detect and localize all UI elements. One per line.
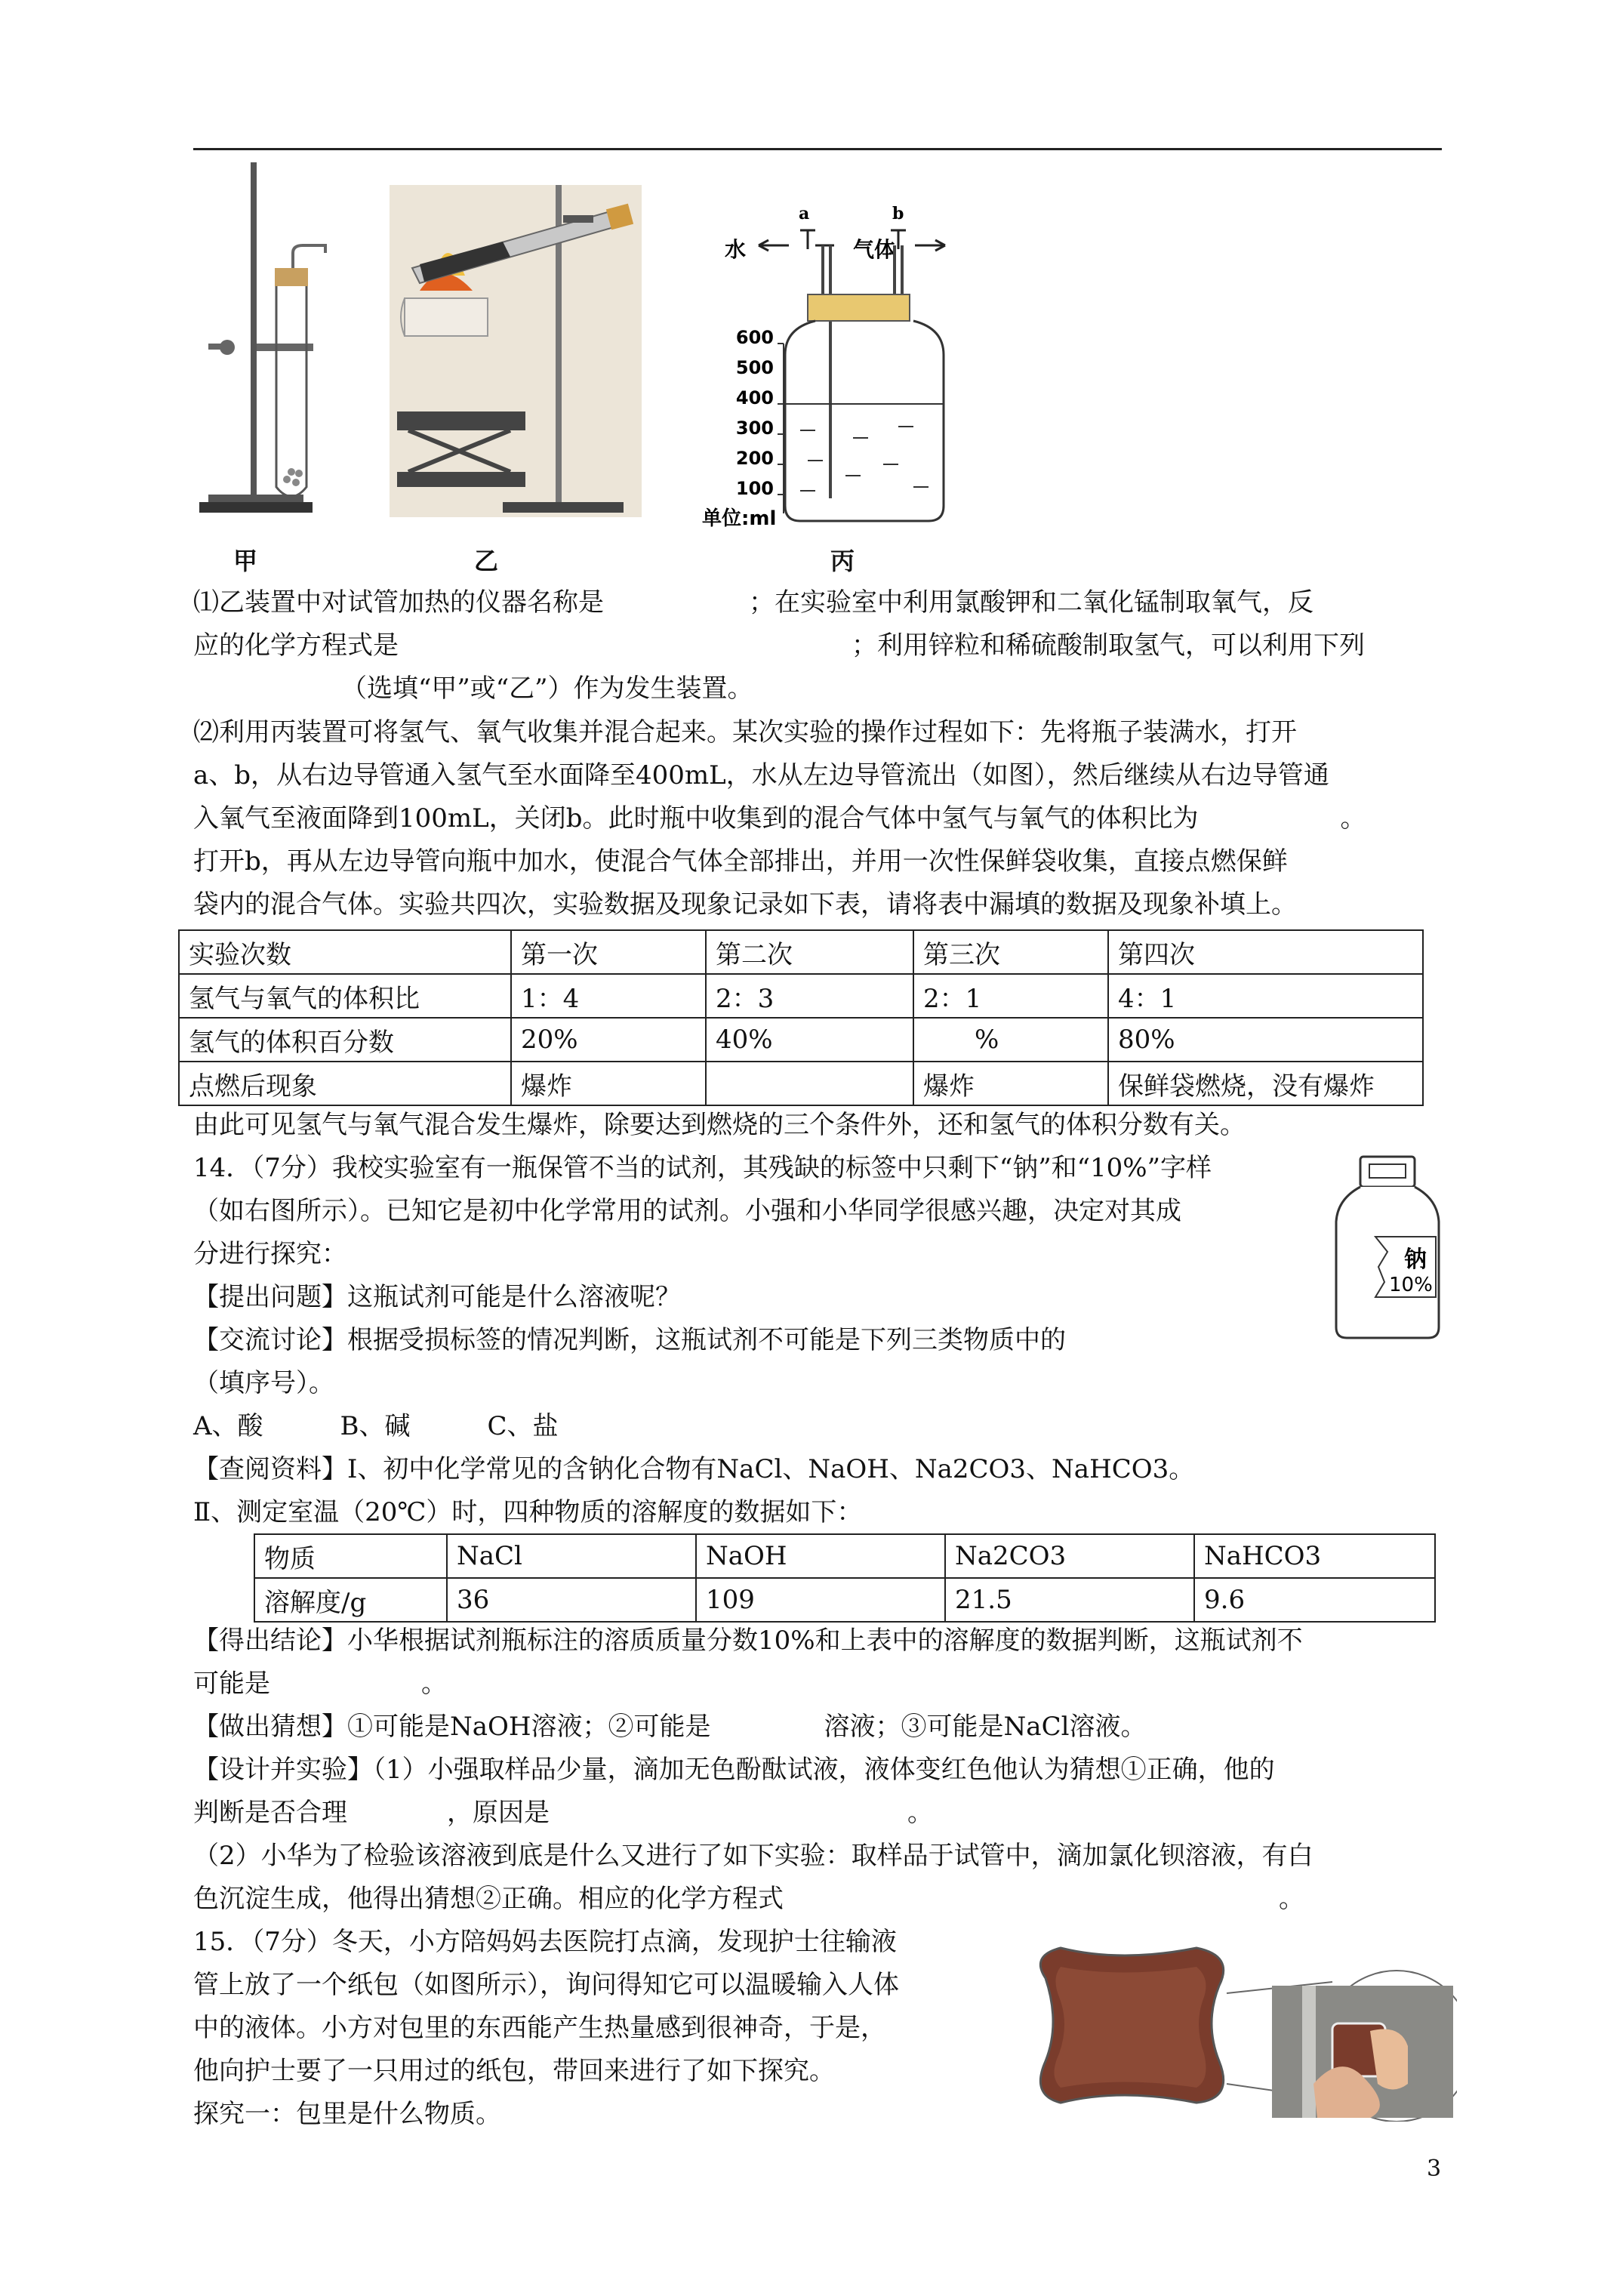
q14-text: 色沉淀生成，他得出猜想②正确。相应的化学方程式 <box>193 1884 784 1914</box>
q14-experiment-line2 <box>193 1798 933 1828</box>
q14-line8: 【查阅资料】Ⅰ、初中化学常见的含钠化合物有NaCl、NaOH、Na2CO3、NaHCO3。 <box>193 1454 1195 1484</box>
table-cell <box>706 1062 913 1105</box>
q13-p1-line2 <box>193 630 1365 661</box>
table-cell: 40% <box>706 1018 913 1062</box>
q14-text: 可能是 <box>193 1669 270 1699</box>
table-cell: 109 <box>696 1578 945 1622</box>
table-cell: 点燃后现象 <box>179 1062 511 1105</box>
q14-conclusion-line1: 【得出结论】小华根据试剂瓶标注的溶质质量分数10%和上表中的溶解度的数据判断，这瓶试剂不 <box>193 1626 1303 1656</box>
figure-yi-apparatus <box>390 185 642 517</box>
q15-line1: 15．（7分）冬天，小方陪妈妈去医院打点滴，发现护士往输液 <box>193 1927 897 1957</box>
bottle-label-percent: 10% <box>1389 1274 1433 1296</box>
q14-line5: 【交流讨论】根据受损标签的情况判断，这瓶试剂不可能是下列三类物质中的 <box>193 1325 1066 1355</box>
q13-conclusion: 由此可见氢气与氧气混合发生爆炸，除要达到燃烧的三个条件外，还和氢气的体积分数有关。 <box>193 1110 1246 1140</box>
q14-text: 溶液；③可能是NaCl溶液。 <box>824 1712 1147 1742</box>
table-cell: 第二次 <box>706 930 913 974</box>
q15-line4: 他向护士要了一只用过的纸包，带回来进行了如下探究。 <box>193 2056 835 2086</box>
q13-results-table <box>178 929 1424 1106</box>
q15-line2: 管上放了一个纸包（如图所示），询问得知它可以温暖输入人体 <box>193 1970 899 2000</box>
table-cell: 保鲜袋燃烧，没有爆炸 <box>1108 1062 1423 1105</box>
table-row <box>179 974 1423 1018</box>
table-cell: 爆炸 <box>511 1062 706 1105</box>
q14-line1: 14．（7分）我校实验室有一瓶保管不当的试剂，其残缺的标签中只剩下“钠”和“10%”字样 <box>193 1153 1212 1183</box>
table-cell: 物质 <box>254 1534 447 1578</box>
table-row <box>179 930 1423 974</box>
q14-line6 <box>193 1368 334 1398</box>
q13-p1-line1 <box>193 587 1313 618</box>
scale-600: 600 <box>735 327 774 348</box>
reagent-bottle-figure <box>1330 1154 1445 1342</box>
header-rule <box>193 148 1442 150</box>
q13-p2-line3 <box>193 803 1366 834</box>
right-label: 气体 <box>853 237 896 262</box>
table-cell: 4：1 <box>1108 974 1423 1018</box>
table-cell: 氢气与氧气的体积比 <box>179 974 511 1018</box>
q13-p2-text-period: 。 <box>1340 803 1366 834</box>
table-cell: 9.6 <box>1194 1578 1435 1622</box>
figure-yi-caption: 乙 <box>474 547 499 575</box>
unit-label: 单位:ml <box>702 507 777 530</box>
figure-bing-apparatus <box>702 204 1027 536</box>
q14-conclusion-line2 <box>193 1669 447 1699</box>
bottle-label-text: 钠 <box>1404 1247 1427 1273</box>
q13-p1-line3 <box>193 673 753 704</box>
left-label: 水 <box>725 237 747 262</box>
table-cell: 溶解度/g <box>254 1578 447 1622</box>
q13-p1-text-b: ；在实验室中利用氯酸钾和二氧化锰制取氧气，反 <box>749 587 1313 618</box>
q13-p1-text-d: ；利用锌粒和稀硫酸制取氢气，可以利用下列 <box>852 630 1365 661</box>
q14-text: 【做出猜想】①可能是NaOH溶液；②可能是 <box>193 1712 711 1742</box>
q14-experiment-line1: 【设计并实验】（1）小强取样品少量，滴加无色酚酞试液，液体变红色他认为猜想①正确，他的 <box>193 1755 1275 1785</box>
q14-text: 。 <box>1279 1884 1304 1914</box>
table-cell: NaCl <box>447 1534 696 1578</box>
q14-text: ，原因是 <box>447 1798 550 1828</box>
table-cell: 2：3 <box>706 974 913 1018</box>
valve-b-label: b <box>892 204 904 223</box>
q14-hypothesis <box>193 1712 1146 1742</box>
q14-solubility-table <box>254 1533 1436 1623</box>
table-cell: 2：1 <box>913 974 1108 1018</box>
q14-line7: A、酸 B、碱 C、盐 <box>193 1411 559 1441</box>
table-cell: 80% <box>1108 1018 1423 1062</box>
table-cell: 第四次 <box>1108 930 1423 974</box>
table-cell: % <box>913 1018 1108 1062</box>
table-row <box>179 1062 1423 1105</box>
table-cell: 第三次 <box>913 930 1108 974</box>
heat-pack-photo <box>1015 1933 1457 2122</box>
table-cell: 实验次数 <box>179 930 511 974</box>
table-cell: NaOH <box>696 1534 945 1578</box>
table-cell: 36 <box>447 1578 696 1622</box>
q14-text: 。 <box>421 1669 447 1699</box>
table-row <box>179 1018 1423 1062</box>
table-cell: 20% <box>511 1018 706 1062</box>
q14-line2: （如右图所示）。已知它是初中化学常用的试剂。小强和小华同学很感兴趣，决定对其成 <box>193 1196 1181 1226</box>
table-row <box>254 1578 1435 1622</box>
page-number: 3 <box>1427 2156 1442 2182</box>
table-cell: 1：4 <box>511 974 706 1018</box>
q13-p2-line5: 袋内的混合气体。实验共四次，实验数据及现象记录如下表，请将表中漏填的数据及现象补填上。 <box>193 889 1297 920</box>
q13-p2-line1: ⑵利用丙装置可将氢气、氧气收集并混合起来。某次实验的操作过程如下：先将瓶子装满水，打开 <box>193 717 1297 747</box>
q14-experiment-line4 <box>193 1884 1304 1914</box>
q14-text: 。 <box>907 1798 933 1828</box>
scale-100: 100 <box>735 478 774 499</box>
table-cell: NaHCO3 <box>1194 1534 1435 1578</box>
scale-500: 500 <box>735 357 774 378</box>
q14-line3: 分进行探究： <box>193 1239 347 1269</box>
q14-line9: Ⅱ、测定室温（20℃）时，四种物质的溶解度的数据如下： <box>193 1497 863 1527</box>
q13-p2-text-ratio: 入氧气至液面降到100mL，关闭b。此时瓶中收集到的混合气体中氢气与氧气的体积比为 <box>193 803 1199 834</box>
scale-200: 200 <box>735 448 774 469</box>
figure-bing-caption: 丙 <box>830 547 855 575</box>
q13-p1-text-a: ⑴乙装置中对试管加热的仪器名称是 <box>193 587 604 618</box>
figure-jia-caption: 甲 <box>233 547 258 575</box>
q15-line3: 中的液体。小方对包里的东西能产生热量感到很神奇，于是， <box>193 2013 886 2043</box>
q14-line6-text: （填序号）。 <box>193 1368 334 1398</box>
q13-p2-line4: 打开b，再从左边导管向瓶中加水，使混合气体全部排出，并用一次性保鲜袋收集，直接点燃保鲜 <box>193 846 1288 877</box>
q14-experiment-line3: （2）小华为了检验该溶液到底是什么又进行了如下实验：取样品于试管中，滴加氯化钡溶液，有白 <box>193 1841 1313 1871</box>
table-cell: 第一次 <box>511 930 706 974</box>
q14-text: 判断是否合理 <box>193 1798 347 1828</box>
table-row <box>254 1534 1435 1578</box>
table-cell: Na2CO3 <box>945 1534 1194 1578</box>
table-cell: 爆炸 <box>913 1062 1108 1105</box>
scale-300: 300 <box>735 418 774 439</box>
q13-p2-line2: a、b，从右边导管通入氢气至水面降至400mL，水从左边导管流出（如图），然后继续从右边导管通 <box>193 760 1329 791</box>
table-cell: 氢气的体积百分数 <box>179 1018 511 1062</box>
q14-line4: 【提出问题】这瓶试剂可能是什么溶液呢？ <box>193 1282 681 1312</box>
valve-a-label: a <box>799 204 810 223</box>
q13-p1-text-c: 应的化学方程式是 <box>193 630 399 661</box>
q13-p1-text-e: （选填“甲”或“乙”）作为发生装置。 <box>341 673 753 704</box>
table-cell: 21.5 <box>945 1578 1194 1622</box>
scale-400: 400 <box>735 387 774 408</box>
q15-line5: 探究一：包里是什么物质。 <box>193 2099 501 2129</box>
figure-jia-apparatus <box>193 162 329 517</box>
